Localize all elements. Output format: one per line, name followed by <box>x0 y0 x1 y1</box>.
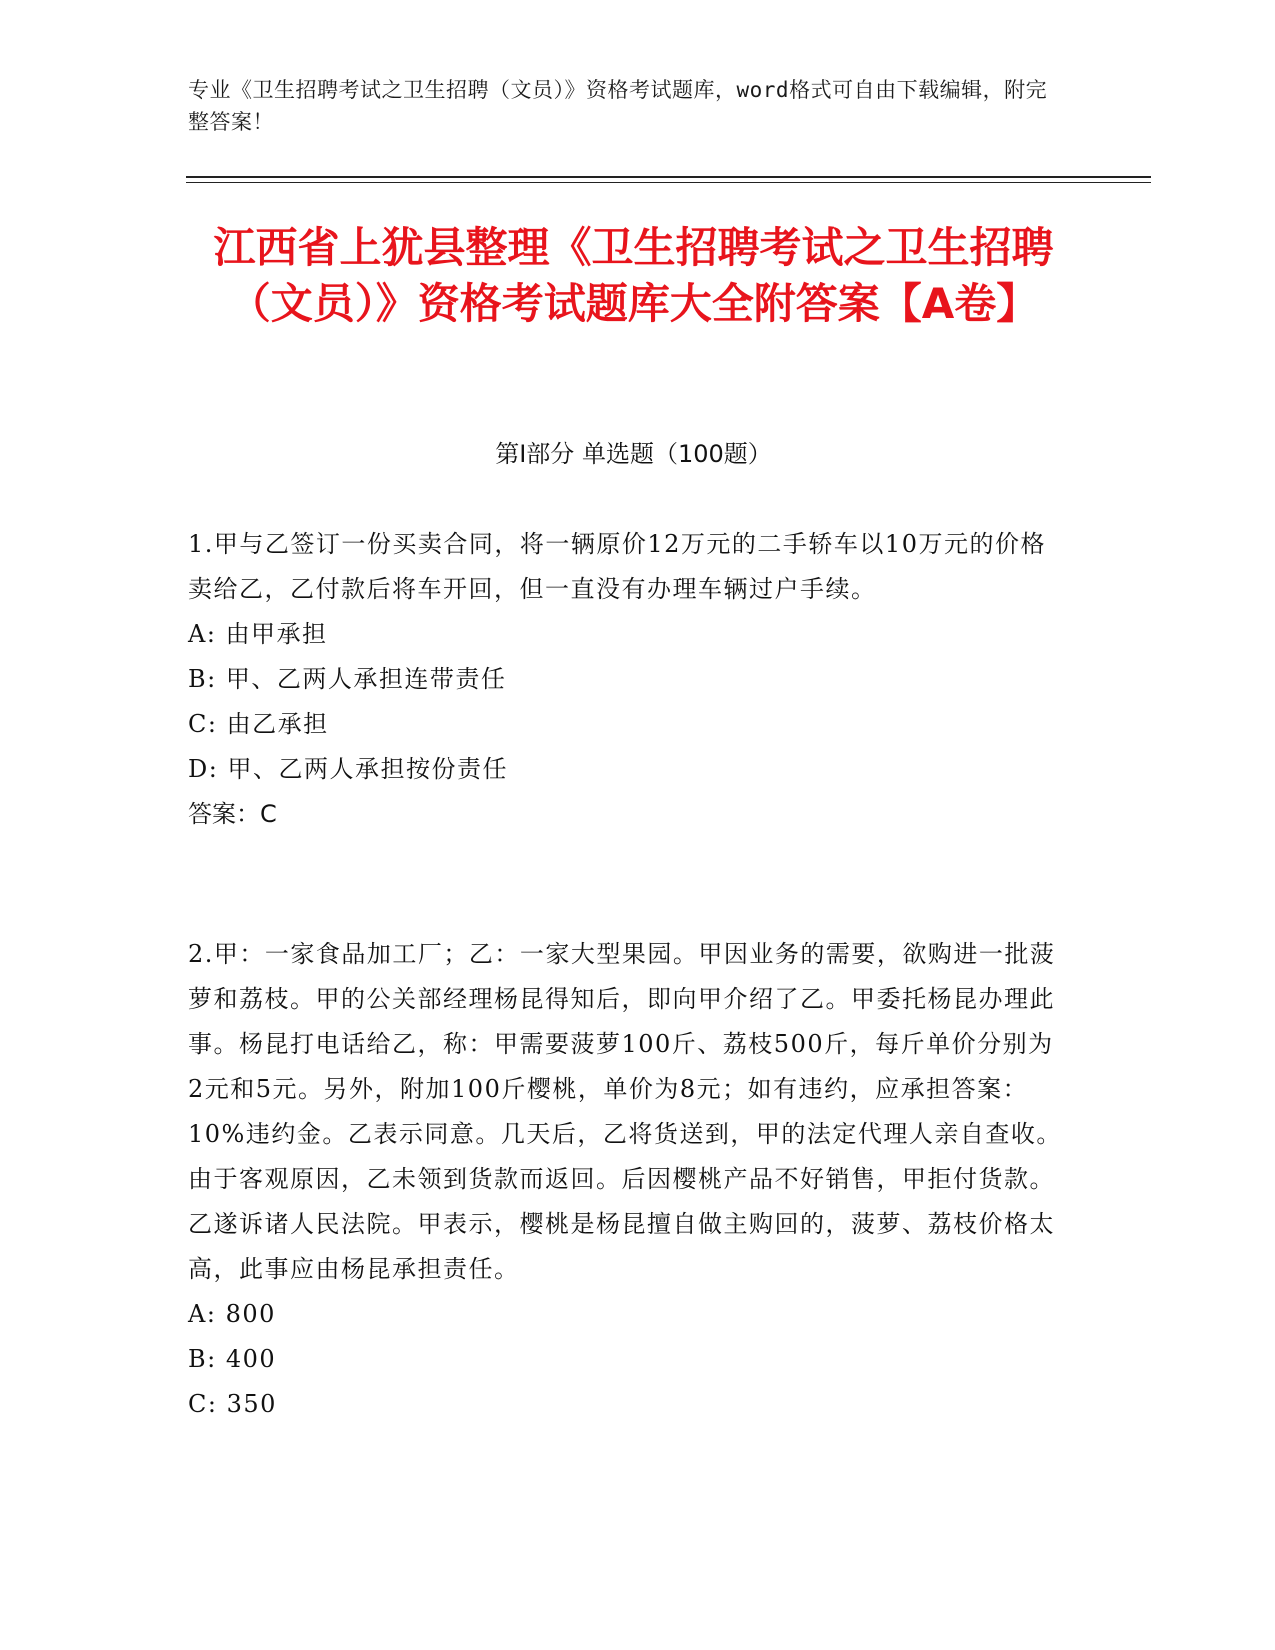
option-letter: C: <box>188 1390 218 1418</box>
option-text: 由甲承担 <box>225 620 328 648</box>
option-a <box>188 612 1068 657</box>
option-text: 甲、乙两人承担连带责任 <box>225 665 507 693</box>
option-letter: B: <box>188 1345 217 1373</box>
document-title: 江西省上犹县整理《卫生招聘考试之卫生招聘（文员）》资格考试题库大全附答案【A卷】 <box>213 223 1054 328</box>
header-note: 专业《卫生招聘考试之卫生招聘（文员）》资格考试题库，word格式可自由下载编辑，附完整答案！ <box>188 78 1048 134</box>
option-text: 350 <box>226 1390 277 1418</box>
option-c <box>188 1382 1068 1427</box>
question-text: 1.甲与乙签订一份买卖合同，将一辆原价12万元的二手轿车以10万元的价格卖给乙，乙付款后将车开回，但一直没有办理车辆过户手续。 <box>188 530 1046 603</box>
question-1 <box>188 522 1068 837</box>
option-text: 由乙承担 <box>226 710 329 738</box>
question-text: 2.甲：一家食品加工厂；乙：一家大型果园。甲因业务的需要，欲购进一批菠萝和荔枝。甲的公关部经理杨昆得知后，即向甲介绍了乙。甲委托杨昆办理此事。杨昆打电话给乙，称：甲需要菠萝100斤、荔枝500斤，每斤单价分别为2元和5元。另外，附加100斤樱桃，单价为8元；如有违约，应承担答案：10%违约金。乙表示同意。几天后，乙将货送到，甲的法定代理人亲自查收。由于客观原因，乙未领到货款而返回。后因樱桃产品不好销售，甲拒付货款。乙遂诉诸人民法院。甲表示，樱桃是杨昆擅自做主购回的，菠萝、荔枝价格太高，此事应由杨昆承担责任。 <box>188 940 1062 1283</box>
option-b <box>188 657 1068 702</box>
option-letter: B: <box>188 665 217 693</box>
answer: 答案：C <box>188 800 277 828</box>
option-d <box>188 747 1068 792</box>
section-heading: 第I部分 单选题（100题） <box>495 440 772 468</box>
option-letter: D: <box>188 755 219 783</box>
option-text: 甲、乙两人承担按份责任 <box>227 755 508 783</box>
option-letter: A: <box>188 620 217 648</box>
header-divider-thick <box>186 176 1151 178</box>
option-letter: C: <box>188 710 218 738</box>
option-text: 800 <box>225 1300 276 1328</box>
option-text: 400 <box>225 1345 277 1373</box>
option-letter: A: <box>188 1300 217 1328</box>
header-divider-thin <box>186 182 1151 183</box>
option-c <box>188 702 1068 747</box>
option-b <box>188 1337 1068 1382</box>
option-a <box>188 1292 1068 1337</box>
question-2 <box>188 932 1068 1427</box>
